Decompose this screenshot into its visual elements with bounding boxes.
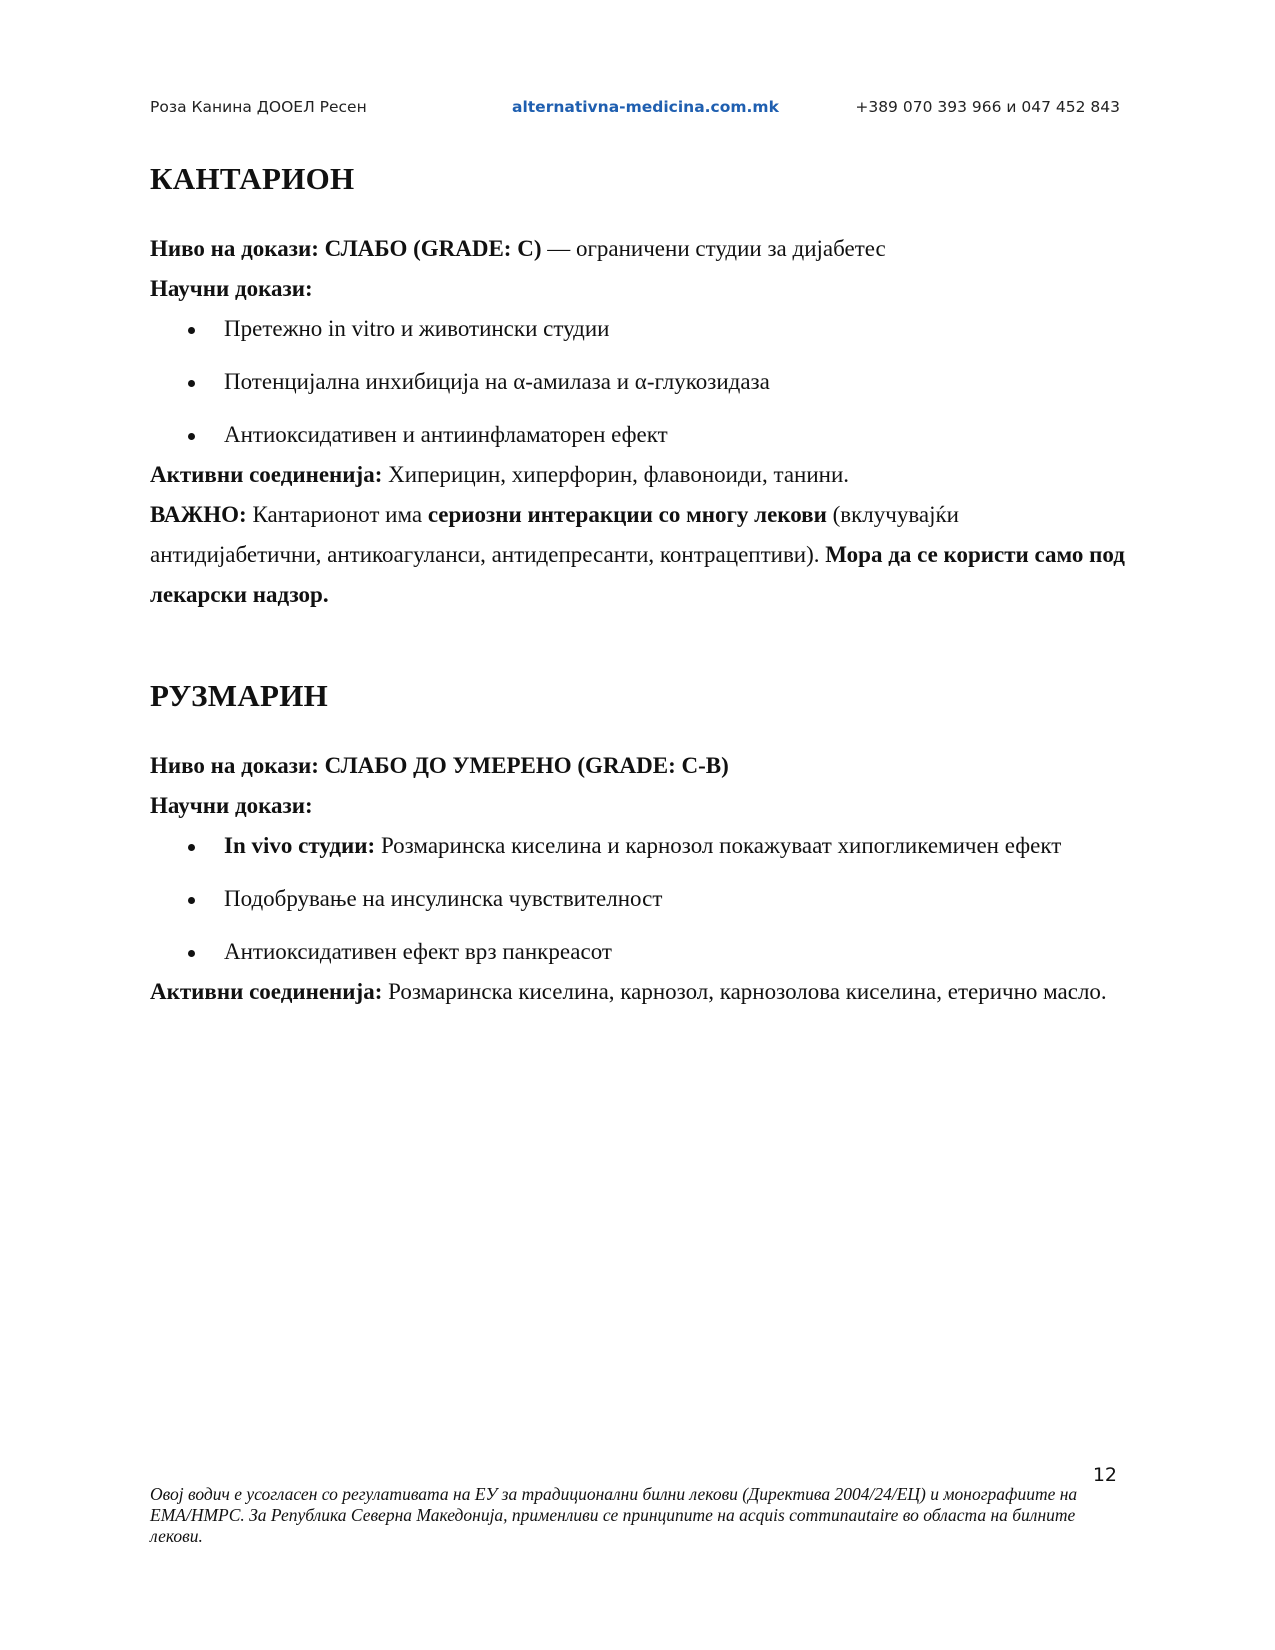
bullet-icon [188, 433, 195, 440]
page-footer: Овој водич е усогласен со регулативата на ЕУ за традиционални билни лекови (Директива 2004/24/ЕЦ) и монографиите на EMA/HMPC. За Република Северна Македонија, применливи се принципите на acquis communautaire во областа на билните лекови. [150, 1484, 1078, 1546]
list-item: Потенцијална инхибиција на α-амилаза и α-глукозидаза [224, 362, 1125, 402]
active-compounds [150, 972, 1125, 1012]
warning-paragraph: ВАЖНО: Кантарионот има сериозни интеракции со многу лекови (вклучувајќи антидијабетични, антикоагуланси, антидепресанти, контрацептиви). Мора да се користи само под лекарски надзор. [150, 502, 1125, 607]
list-item: Подобрување на инсулинска чувствителност [224, 879, 1125, 919]
section-kantarion [150, 160, 1125, 615]
evidence-level [150, 746, 1125, 786]
evidence-note: — ограничени студии за дијабетес [547, 236, 886, 261]
page-header [150, 98, 1120, 122]
list-item: Антиоксидативен ефект врз панкреасот [224, 932, 1125, 972]
evidence-value: СЛАБО (GRADE: C) [324, 236, 542, 261]
section-title: РУЗМАРИН [150, 678, 329, 713]
bullet-icon [188, 844, 195, 851]
science-label: Научни докази: [150, 276, 313, 301]
evidence-list [150, 309, 1125, 455]
evidence-label: Ниво на докази: [150, 753, 319, 778]
list-item: In vivo студии: Розмаринска киселина и карнозол покажуваат хипогликемичен ефект [224, 826, 1125, 866]
compounds-text: Хиперицин, хиперфорин, флавоноиди, танини. [388, 462, 850, 487]
compounds-label: Активни соединенија: [150, 979, 383, 1004]
science-label: Научни докази: [150, 793, 313, 818]
header-website-link[interactable]: alternativna-medicina.com.mk [512, 98, 779, 116]
compounds-text: Розмаринска киселина, карнозол, карнозолова киселина, етерично масло. [388, 979, 1107, 1004]
compounds-label: Активни соединенија: [150, 462, 383, 487]
section-ruzmarin [150, 677, 1125, 1012]
list-item: Претежно in vitro и животински студии [224, 309, 1125, 349]
header-company: Роза Канина ДООЕЛ Ресен [150, 98, 367, 116]
page-number: 12 [1092, 1464, 1117, 1486]
bullet-icon [188, 327, 195, 334]
header-phone: +389 070 393 966 и 047 452 843 [855, 98, 1120, 116]
bullet-icon [188, 380, 195, 387]
evidence-list [150, 826, 1125, 972]
section-title: КАНТАРИОН [150, 161, 355, 196]
evidence-value: СЛАБО ДО УМЕРЕНО (GRADE: C-B) [324, 753, 729, 778]
evidence-level [150, 229, 1125, 269]
bullet-icon [188, 950, 195, 957]
active-compounds [150, 455, 1125, 495]
evidence-label: Ниво на докази: [150, 236, 319, 261]
bullet-icon [188, 897, 195, 904]
list-item: Антиоксидативен и антиинфламаторен ефект [224, 415, 1125, 455]
warning-label: ВАЖНО: [150, 502, 247, 527]
